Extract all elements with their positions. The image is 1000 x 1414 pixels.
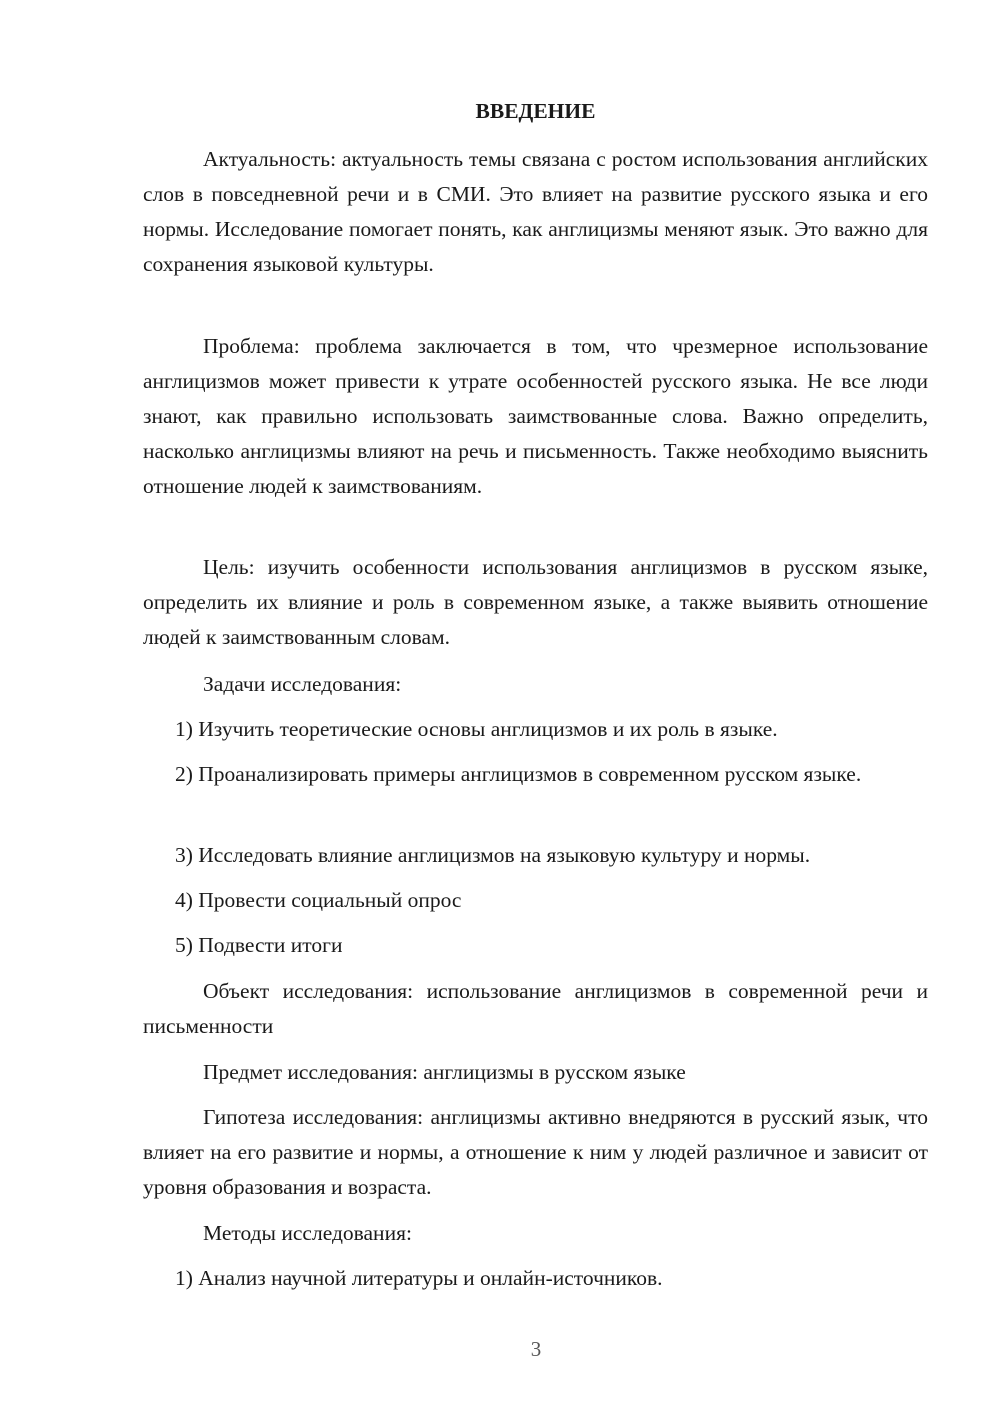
paragraph-problem: Проблема: проблема заключается в том, что чрезмерное использование англицизмов может привести к утрате особенностей русского языка. Не все люди знают, как правильно использовать заимствованные слова. Важно определить, насколько англицизмы влияют на речь и письменность. Также необходимо выяснить отношение людей к заимствованиям. (143, 334, 928, 498)
paragraph-goal: Цель: изучить особенности использования англицизмов в русском языке, определить их влияние и роль в современном языке, а также выявить отношение людей к заимствованным словам. (143, 555, 928, 649)
method-item: 1) Анализ научной литературы и онлайн-источников. (175, 1266, 663, 1290)
tasks-heading: Задачи исследования: (203, 672, 402, 696)
task-item: 5) Подвести итоги (175, 933, 343, 957)
paragraph-hypothesis: Гипотеза исследования: англицизмы активно внедряются в русский язык, что влияет на его развитие и нормы, а отношение к ним у людей различное и зависит от уровня образования и возраста. (143, 1105, 928, 1199)
section-title: ВВЕДЕНИЕ (475, 99, 596, 123)
task-item: 4) Провести социальный опрос (175, 888, 462, 912)
paragraph-subject: Предмет исследования: англицизмы в русском языке (203, 1060, 686, 1084)
page-number: 3 (530, 1337, 542, 1361)
paragraph-object: Объект исследования: использование англицизмов в современной речи и письменности (143, 979, 928, 1038)
task-item: 1) Изучить теоретические основы англицизмов и их роль в языке. (175, 717, 778, 741)
task-item: 2) Проанализировать примеры англицизмов в современном русском языке. (175, 762, 862, 786)
task-item: 3) Исследовать влияние англицизмов на языковую культуру и нормы. (175, 843, 811, 867)
methods-heading: Методы исследования: (203, 1221, 412, 1245)
paragraph-actuality: Актуальность: актуальность темы связана с ростом использования английских слов в повседневной речи и в СМИ. Это влияет на развитие русского языка и его нормы. Исследование помогает понять, как англицизмы меняют язык. Это важно для сохранения языковой культуры. (143, 147, 928, 276)
